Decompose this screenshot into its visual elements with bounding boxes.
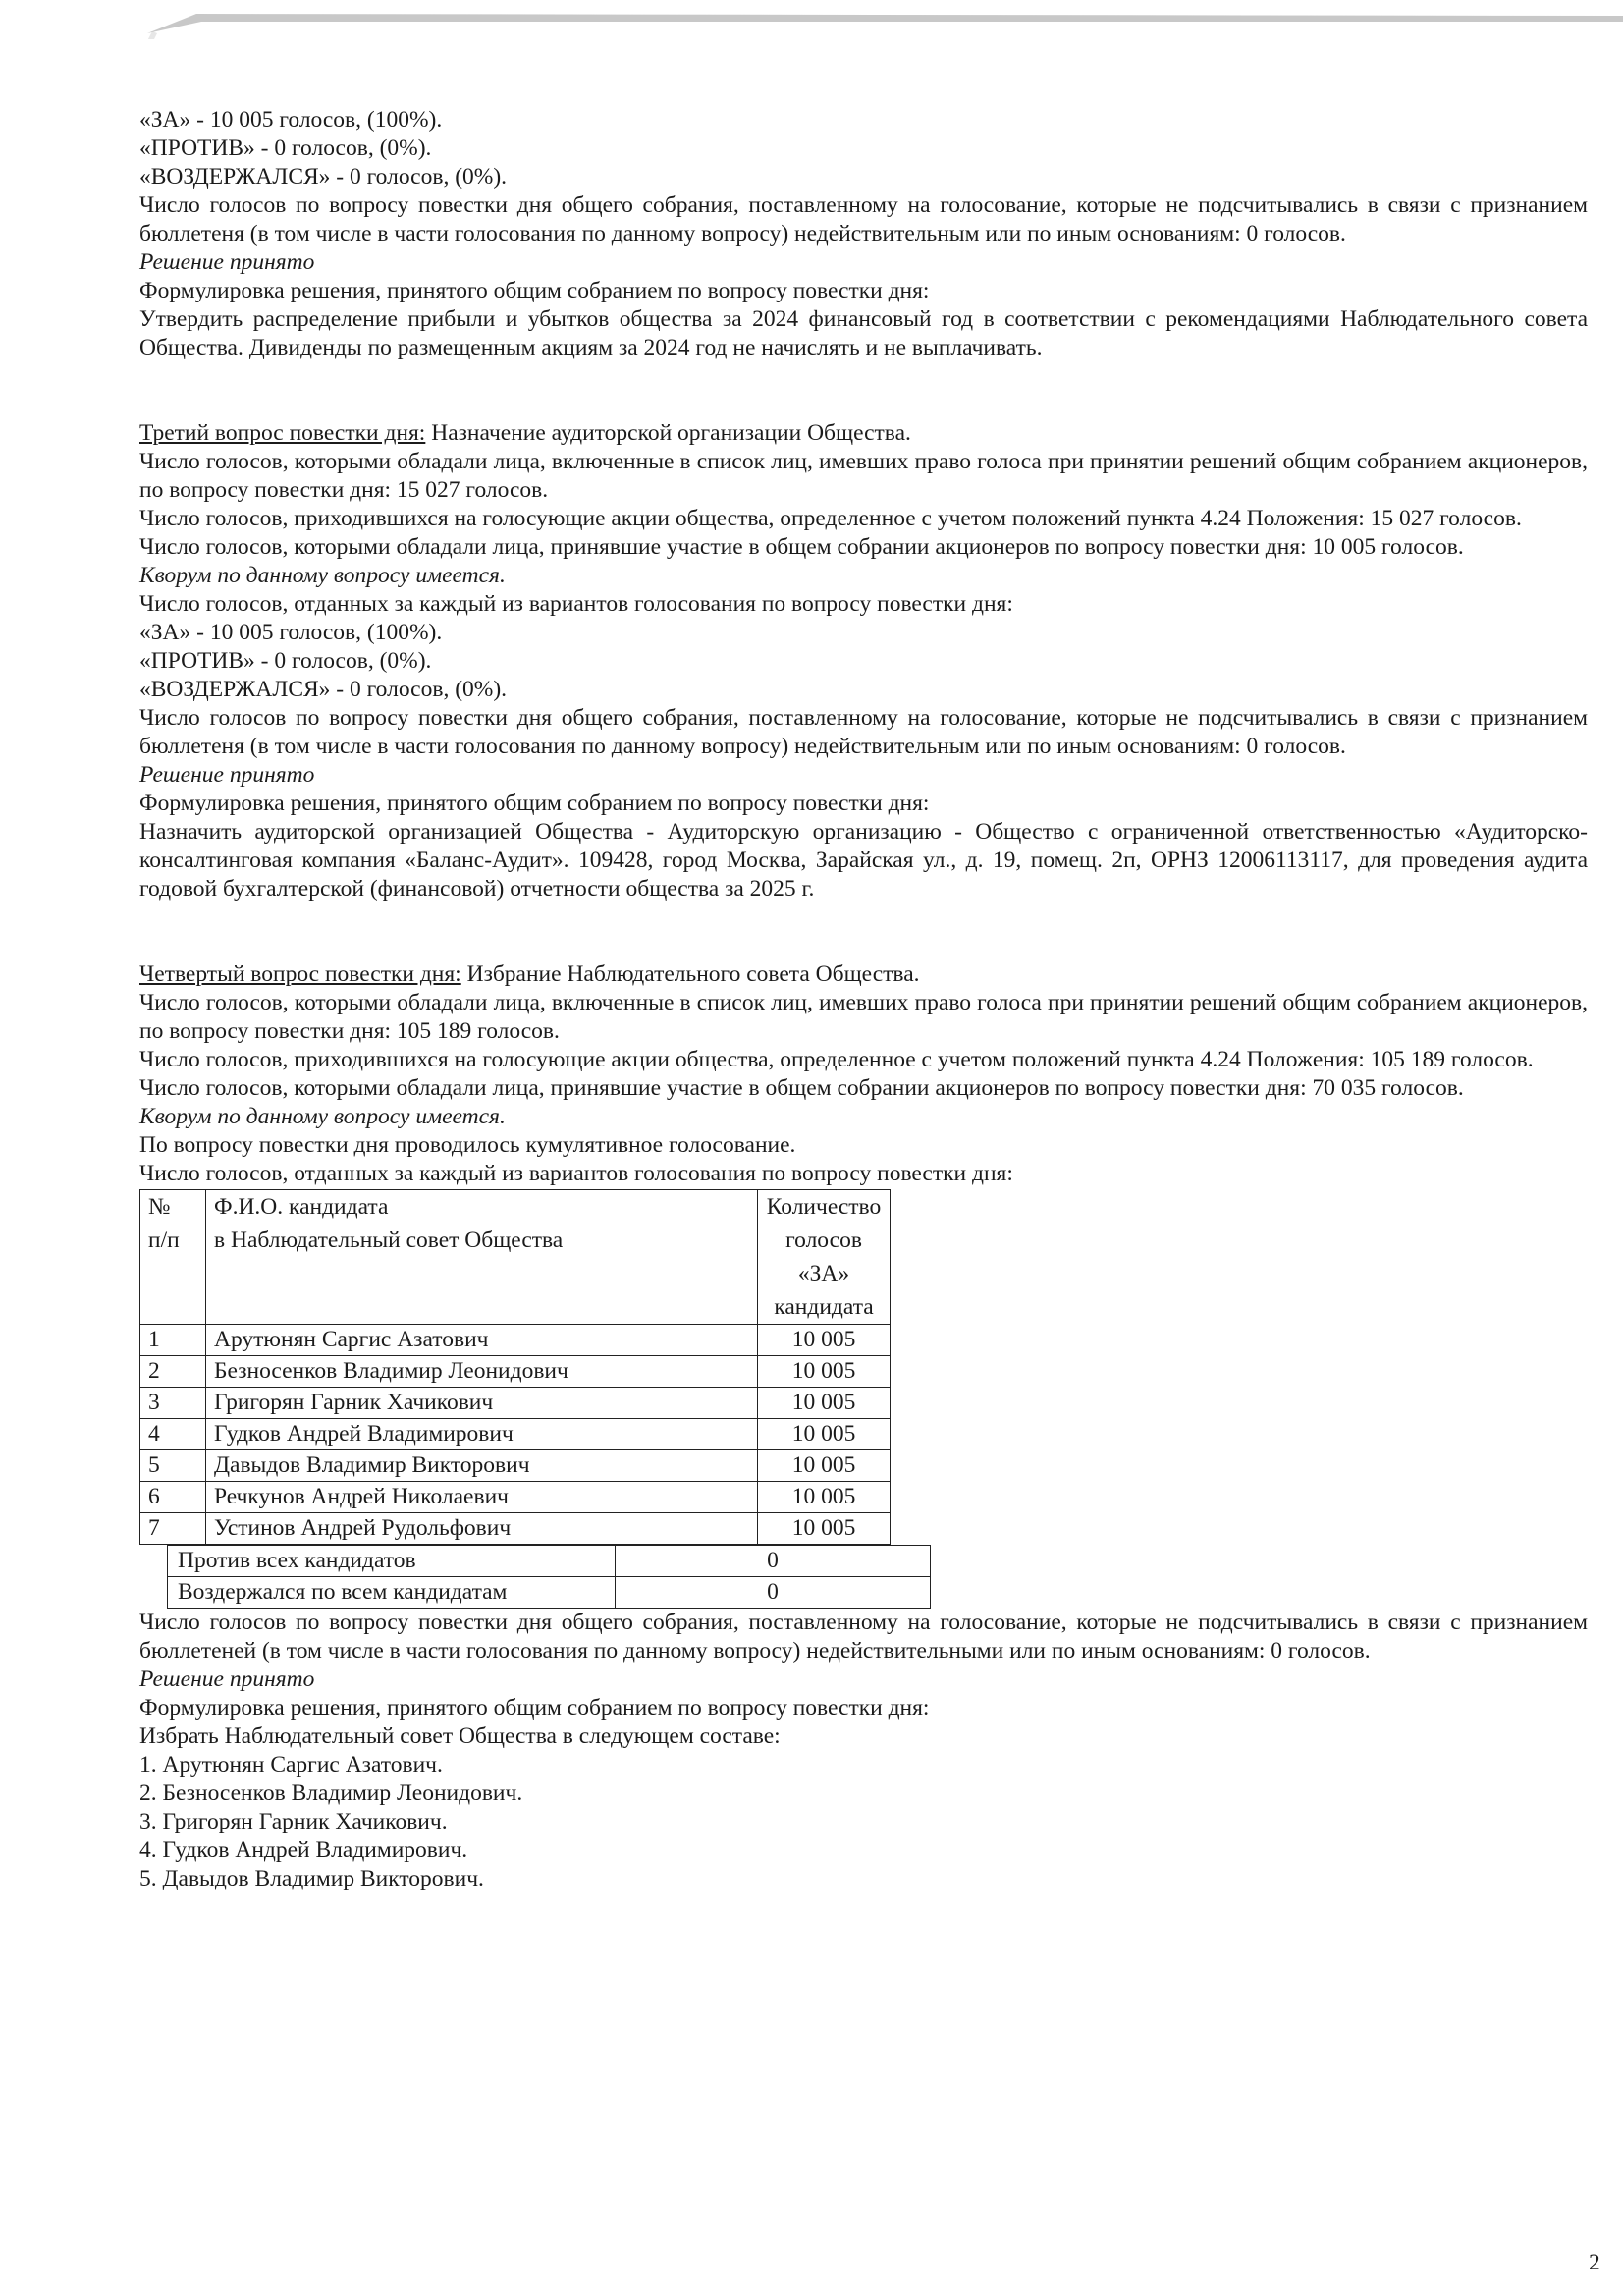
header-number-sublabel: п/п — [148, 1228, 180, 1253]
participated-votes-text: Число голосов, которыми обладали лица, принявшие участие в общем собрании акционеров по вопросу повестки дня: 70 035 голосов. — [139, 1075, 1464, 1101]
table-row — [140, 1325, 891, 1356]
row-number: 7 — [140, 1513, 206, 1545]
row-number: 2 — [140, 1356, 206, 1388]
elected-member: 4. Гудков Андрей Владимирович. — [139, 1837, 468, 1863]
question-heading — [139, 419, 1588, 448]
header-name-cell — [206, 1190, 758, 1325]
candidate-votes: 10 005 — [758, 1482, 891, 1513]
elected-member: 2. Безносенков Владимир Леонидович. — [139, 1780, 523, 1806]
candidate-name: Давыдов Владимир Викторович — [206, 1450, 758, 1482]
against-all-value: 0 — [616, 1546, 931, 1577]
decision-wording-label: Формулировка решения, принятого общим собранием по вопросу повестки дня: — [139, 791, 930, 816]
votes-per-shares-text: Число голосов, приходившихся на голосующие акции общества, определенное с учетом положений пункта 4.24 Положения: 15 027 голосов. — [139, 506, 1522, 531]
quorum-text: Кворум по данному вопросу имеется. — [139, 563, 506, 588]
question-heading-text: Избрание Наблюдательного совета Общества. — [460, 961, 920, 987]
totals-table — [167, 1545, 931, 1609]
abstain-all-label: Воздержался по всем кандидатам — [168, 1577, 616, 1609]
table-row — [140, 1356, 891, 1388]
candidate-votes: 10 005 — [758, 1356, 891, 1388]
candidate-votes-table — [139, 1189, 891, 1545]
decision-status: Решение принято — [139, 762, 315, 788]
candidate-votes: 10 005 — [758, 1513, 891, 1545]
against-all-label: Против всех кандидатов — [168, 1546, 616, 1577]
table-row — [140, 1419, 891, 1450]
candidate-votes: 10 005 — [758, 1419, 891, 1450]
scan-edge-artifact — [0, 0, 1623, 39]
votes-per-shares-text: Число голосов, приходившихся на голосующие акции общества, определенное с учетом положений пункта 4.24 Положения: 105 189 голосов. — [139, 1047, 1534, 1072]
eligible-votes-text: Число голосов, которыми обладали лица, включенные в список лиц, имевших право голоса при принятии решений общим собранием акционеров, по вопросу повестки дня: 15 027 голосов. — [139, 449, 1588, 503]
row-number: 1 — [140, 1325, 206, 1356]
elected-member: 5. Давыдов Владимир Викторович. — [139, 1866, 484, 1891]
header-votes-cell: Количество голосов «ЗА» кандидата — [758, 1190, 891, 1325]
row-number: 4 — [140, 1419, 206, 1450]
candidate-name: Гудков Андрей Владимирович — [206, 1419, 758, 1450]
page-number: 2 — [1589, 2250, 1600, 2275]
eligible-votes-text: Число голосов, которыми обладали лица, включенные в список лиц, имевших право голоса при принятии решений общим собранием акционеров, по вопросу повестки дня: 105 189 голосов. — [139, 990, 1588, 1044]
question-3-section — [139, 419, 1588, 903]
cumulative-voting-text: По вопросу повестки дня проводилось кумулятивное голосование. — [139, 1132, 796, 1158]
candidate-votes: 10 005 — [758, 1325, 891, 1356]
row-number: 3 — [140, 1388, 206, 1419]
table-row — [140, 1482, 891, 1513]
vote-against: «ПРОТИВ» - 0 голосов, (0%). — [139, 648, 432, 674]
decision-wording: Назначить аудиторской организацией Общества - Аудиторскую организацию - Общество с ограниченной ответственностью «Аудиторско-консалтинговая компания «Баланс-Аудит». 109428, город Москва, Зарайская ул., д. 19, помещ. 2п, ОРНЗ 12006113117, для проведения аудита годовой бухгалтерской (финансовой) отчетности общества за 2025 г. — [139, 819, 1588, 902]
candidate-votes: 10 005 — [758, 1450, 891, 1482]
participated-votes-text: Число голосов, которыми обладали лица, принявшие участие в общем собрании акционеров по вопросу повестки дня: 10 005 голосов. — [139, 534, 1464, 560]
decision-wording: Избрать Наблюдательный совет Общества в следующем составе: — [139, 1723, 781, 1749]
question-heading-label: Четвертый вопрос повестки дня: — [139, 961, 461, 987]
vote-against: «ПРОТИВ» - 0 голосов, (0%). — [139, 136, 432, 161]
quorum-text: Кворум по данному вопросу имеется. — [139, 1104, 506, 1129]
vote-abstain: «ВОЗДЕРЖАЛСЯ» - 0 голосов, (0%). — [139, 164, 508, 190]
row-number: 5 — [140, 1450, 206, 1482]
question-4-section — [139, 960, 1588, 1893]
candidate-name: Речкунов Андрей Николаевич — [206, 1482, 758, 1513]
candidate-name: Устинов Андрей Рудольфович — [206, 1513, 758, 1545]
question-2-results — [139, 106, 1588, 362]
header-number-cell — [140, 1190, 206, 1325]
header-name-label: Ф.И.О. кандидата — [214, 1194, 389, 1220]
elected-member: 3. Григорян Гарник Хачикович. — [139, 1809, 448, 1834]
decision-status: Решение принято — [139, 1667, 315, 1692]
row-number: 6 — [140, 1482, 206, 1513]
decision-wording-label: Формулировка решения, принятого общим собранием по вопросу повестки дня: — [139, 278, 930, 303]
decision-status: Решение принято — [139, 249, 315, 275]
decision-wording: Утвердить распределение прибыли и убытков общества за 2024 финансовый год в соответствии с рекомендациями Наблюдательного совета Общества. Дивиденды по размещенным акциям за 2024 год не начислять и не выплачивать. — [139, 306, 1588, 360]
table-row — [140, 1513, 891, 1545]
votes-cast-label: Число голосов, отданных за каждый из вариантов голосования по вопросу повестки дня: — [139, 591, 1013, 617]
candidate-votes: 10 005 — [758, 1388, 891, 1419]
table-row — [140, 1450, 891, 1482]
question-heading-text: Назначение аудиторской организации Общества. — [425, 420, 911, 446]
vote-for: «ЗА» - 10 005 голосов, (100%). — [139, 620, 443, 645]
invalid-votes-text: Число голосов по вопросу повестки дня общего собрания, поставленному на голосование, которые не подсчитывались в связи с признанием бюллетеня (в том числе в части голосования по данному вопросу) недействительным или по иным основаниям: 0 голосов. — [139, 192, 1588, 246]
question-heading — [139, 960, 1588, 989]
vote-for: «ЗА» - 10 005 голосов, (100%). — [139, 107, 443, 133]
abstain-all-value: 0 — [616, 1577, 931, 1609]
table-row — [168, 1546, 931, 1577]
candidate-name: Арутюнян Саргис Азатович — [206, 1325, 758, 1356]
table-row — [168, 1577, 931, 1609]
votes-cast-label: Число голосов, отданных за каждый из вариантов голосования по вопросу повестки дня: — [139, 1161, 1013, 1186]
elected-member: 1. Арутюнян Саргис Азатович. — [139, 1752, 443, 1777]
invalid-votes-text: Число голосов по вопросу повестки дня общего собрания, поставленному на голосование, которые не подсчитывались в связи с признанием бюллетеней (в том числе в части голосования по данному вопросу) недействительными или по иным основаниям: 0 голосов. — [139, 1610, 1588, 1664]
header-number-label: № — [148, 1194, 171, 1220]
vote-abstain: «ВОЗДЕРЖАЛСЯ» - 0 голосов, (0%). — [139, 677, 508, 702]
decision-wording-label: Формулировка решения, принятого общим собранием по вопросу повестки дня: — [139, 1695, 930, 1721]
question-heading-label: Третий вопрос повестки дня: — [139, 420, 426, 446]
candidate-name: Григорян Гарник Хачикович — [206, 1388, 758, 1419]
table-header-row — [140, 1190, 891, 1325]
table-row — [140, 1388, 891, 1419]
invalid-votes-text: Число голосов по вопросу повестки дня общего собрания, поставленному на голосование, которые не подсчитывались в связи с признанием бюллетеня (в том числе в части голосования по данному вопросу) недействительным или по иным основаниям: 0 голосов. — [139, 705, 1588, 759]
candidate-name: Безносенков Владимир Леонидович — [206, 1356, 758, 1388]
header-name-sublabel: в Наблюдательный совет Общества — [214, 1228, 564, 1253]
document-page — [139, 106, 1588, 1893]
